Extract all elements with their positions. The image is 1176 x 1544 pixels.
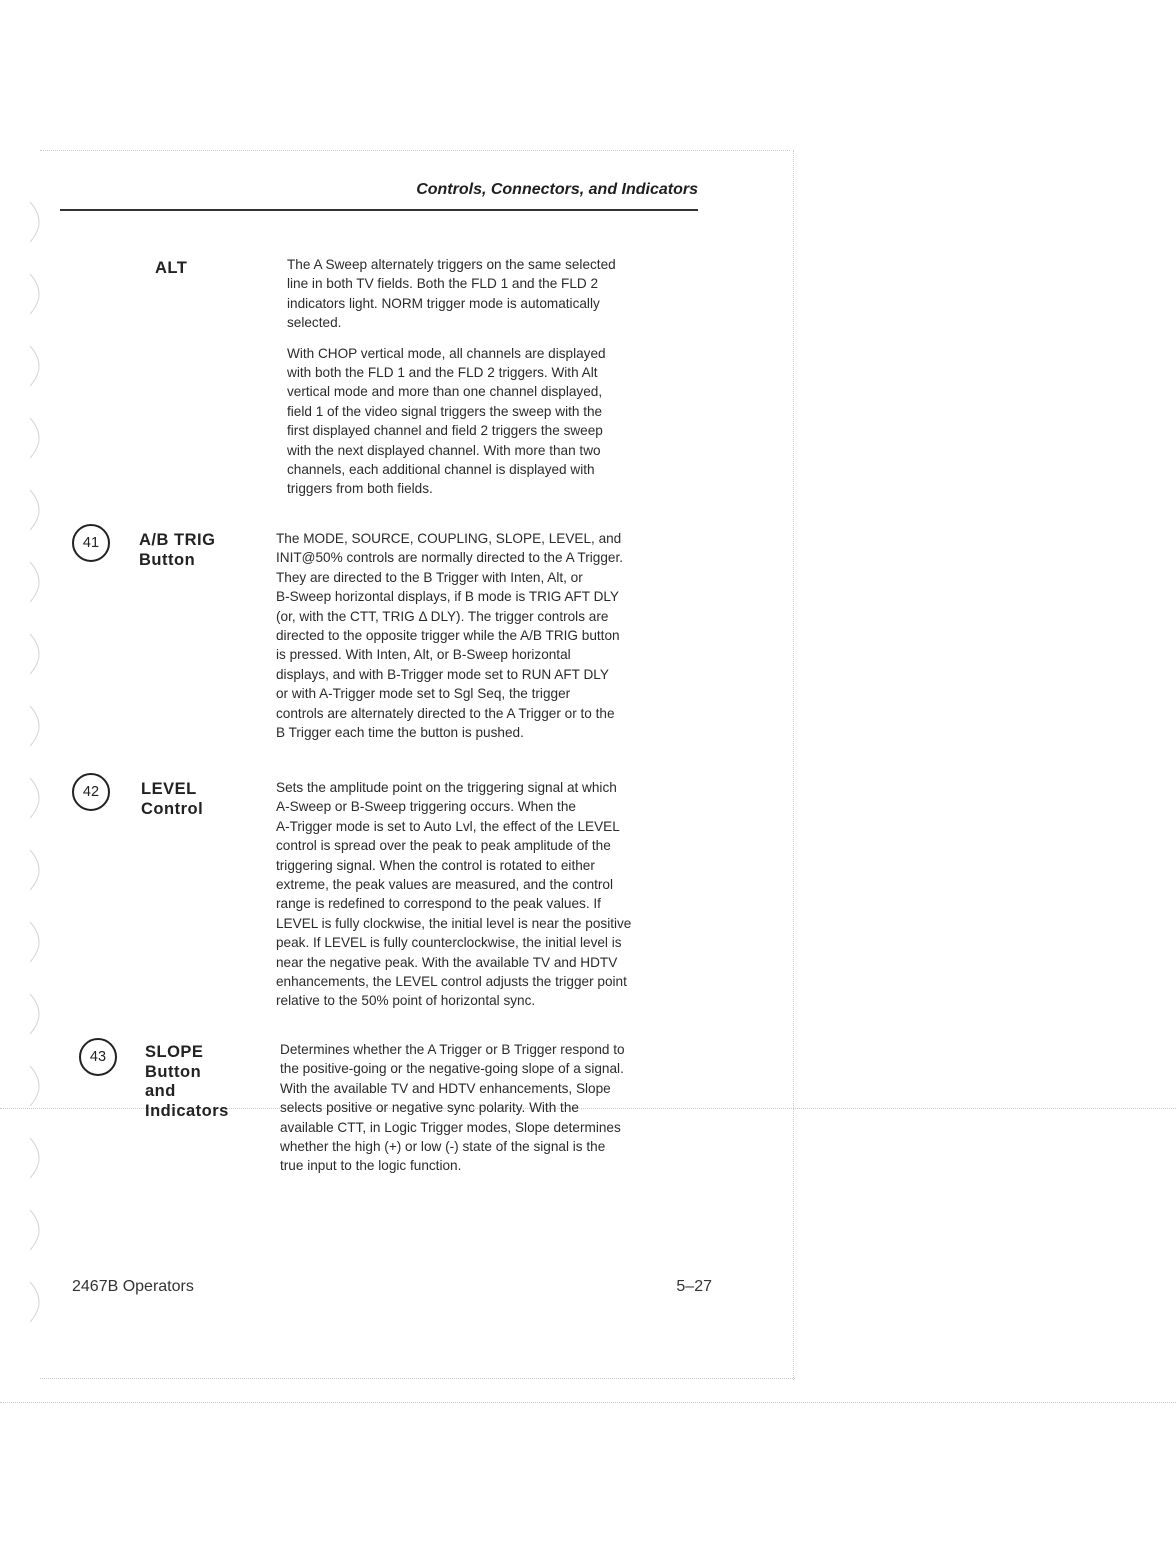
binding-hole-13 — [28, 1064, 50, 1108]
scan-edge-top — [40, 150, 790, 151]
entry-label-line: Control — [141, 799, 204, 818]
text-line: LEVEL is fully clockwise, the initial level is near the positive — [276, 915, 632, 931]
paragraph — [276, 778, 631, 1011]
scan-edge-right — [793, 150, 794, 1380]
text-line: line in both TV fields. Both the FLD 1 and the FLD 2 — [287, 276, 599, 292]
entry-label-line: Button — [139, 550, 196, 569]
text-line: true input to the logic function. — [280, 1158, 462, 1174]
text-line: selected. — [287, 315, 342, 331]
paragraph — [287, 255, 616, 333]
entry-label-line: SLOPE — [145, 1043, 204, 1061]
text-line: control is spread over the peak to peak amplitude of the — [276, 838, 611, 854]
text-line: They are directed to the B Trigger with Inten, Alt, or — [276, 569, 583, 585]
binding-hole-1 — [28, 200, 50, 244]
text-line: directed to the opposite trigger while the A/B TRIG button — [276, 628, 620, 644]
entry-label-slope — [145, 1043, 229, 1121]
paragraph — [276, 529, 623, 742]
text-line: peak. If LEVEL is fully counterclockwise, the initial level is — [276, 935, 622, 951]
text-line: with both the FLD 1 and the FLD 2 triggers. With Alt — [287, 365, 598, 381]
text-line: (or, with the CTT, TRIG Δ DLY). The trigger controls are — [276, 608, 609, 624]
scan-edge-lower — [0, 1402, 1176, 1403]
binding-hole-16 — [28, 1280, 50, 1324]
text-line: The A Sweep alternately triggers on the same selected — [287, 257, 616, 272]
scan-edge-bottom — [40, 1378, 795, 1379]
text-line: field 1 of the video signal triggers the sweep with the — [287, 403, 603, 419]
text-line: with the next displayed channel. With more than two — [287, 442, 601, 458]
text-line: B Trigger each time the button is pushed. — [276, 725, 524, 741]
entry-label-ab-trig — [139, 531, 215, 570]
text-line: Determines whether the A Trigger or B Trigger respond to — [280, 1042, 625, 1057]
text-line: INIT@50% controls are normally directed to the A Trigger. — [276, 550, 624, 566]
entry-label-line: and — [145, 1082, 176, 1100]
binding-hole-5 — [28, 488, 50, 532]
binding-hole-3 — [28, 344, 50, 388]
binding-hole-14 — [28, 1136, 50, 1180]
footer-manual-name: 2467B Operators — [72, 1278, 194, 1295]
page-header-title: Controls, Connectors, and Indicators — [416, 181, 698, 198]
header-rule — [60, 209, 698, 211]
item-number-badge-43: 43 — [79, 1038, 117, 1076]
item-number-badge-41: 41 — [72, 524, 110, 562]
text-line: relative to the 50% point of horizontal sync. — [276, 993, 536, 1009]
binding-hole-4 — [28, 416, 50, 460]
text-line: controls are alternately directed to the A Trigger or to the — [276, 705, 615, 721]
text-line: triggering signal. When the control is rotated to either — [276, 857, 595, 873]
text-line: available CTT, in Logic Trigger modes, Slope determines — [280, 1119, 621, 1135]
entry-label-alt — [155, 259, 187, 279]
text-line: is pressed. With Inten, Alt, or B-Sweep horizontal — [276, 647, 571, 663]
text-line: enhancements, the LEVEL control adjusts the trigger point — [276, 974, 627, 990]
text-line: Sets the amplitude point on the triggering signal at which — [276, 780, 617, 795]
text-line: selects positive or negative sync polarity. With the — [280, 1100, 579, 1116]
text-line: The MODE, SOURCE, COUPLING, SLOPE, LEVEL, and — [276, 531, 622, 546]
text-line: first displayed channel and field 2 triggers the sweep — [287, 423, 603, 439]
text-line: B-Sweep horizontal displays, if B mode is TRIG AFT DLY — [276, 589, 620, 605]
entry-body-ab-trig — [276, 529, 623, 753]
text-line: whether the high (+) or low (-) state of the signal is the — [280, 1139, 606, 1155]
entry-label-line: A/B TRIG — [139, 531, 216, 549]
text-line: triggers from both fields. — [287, 481, 433, 497]
text-line: range is redefined to correspond to the peak values. If — [276, 896, 601, 912]
entry-body-level — [276, 778, 631, 1022]
binding-hole-11 — [28, 920, 50, 964]
binding-hole-9 — [28, 776, 50, 820]
binding-hole-6 — [28, 560, 50, 604]
binding-hole-10 — [28, 848, 50, 892]
binding-hole-15 — [28, 1208, 50, 1252]
text-line: indicators light. NORM trigger mode is automatically — [287, 295, 600, 311]
text-line: near the negative peak. With the available TV and HDTV — [276, 954, 618, 970]
text-line: With the available TV and HDTV enhancements, Slope — [280, 1080, 611, 1096]
paragraph — [287, 344, 616, 499]
paragraph — [280, 1040, 625, 1176]
text-line: vertical mode and more than one channel displayed, — [287, 384, 603, 400]
entry-body-alt — [287, 255, 616, 510]
entry-body-slope — [280, 1040, 625, 1187]
entry-label-line: Indicators — [145, 1101, 229, 1120]
footer-page-number: 5–27 — [676, 1278, 712, 1295]
text-line: channels, each additional channel is displayed with — [287, 462, 595, 478]
text-line: With CHOP vertical mode, all channels are displayed — [287, 345, 606, 361]
item-number-badge-42: 42 — [72, 773, 110, 811]
entry-label-line: ALT — [155, 259, 188, 277]
text-line: or with A-Trigger mode set to Sgl Seq, the trigger — [276, 686, 571, 702]
binding-hole-8 — [28, 704, 50, 748]
text-line: A-Sweep or B-Sweep triggering occurs. When the — [276, 799, 576, 815]
entry-label-level — [141, 780, 203, 819]
text-line: extreme, the peak values are measured, and the control — [276, 877, 614, 893]
text-line: displays, and with B-Trigger mode set to RUN AFT DLY — [276, 666, 609, 682]
binding-hole-2 — [28, 272, 50, 316]
text-line: the positive-going or the negative-going slope of a signal. — [280, 1061, 624, 1077]
entry-label-line: Button — [145, 1062, 202, 1081]
binding-hole-12 — [28, 992, 50, 1036]
binding-hole-7 — [28, 632, 50, 676]
text-line: A-Trigger mode is set to Auto Lvl, the effect of the LEVEL — [276, 818, 620, 834]
entry-label-line: LEVEL — [141, 780, 197, 798]
